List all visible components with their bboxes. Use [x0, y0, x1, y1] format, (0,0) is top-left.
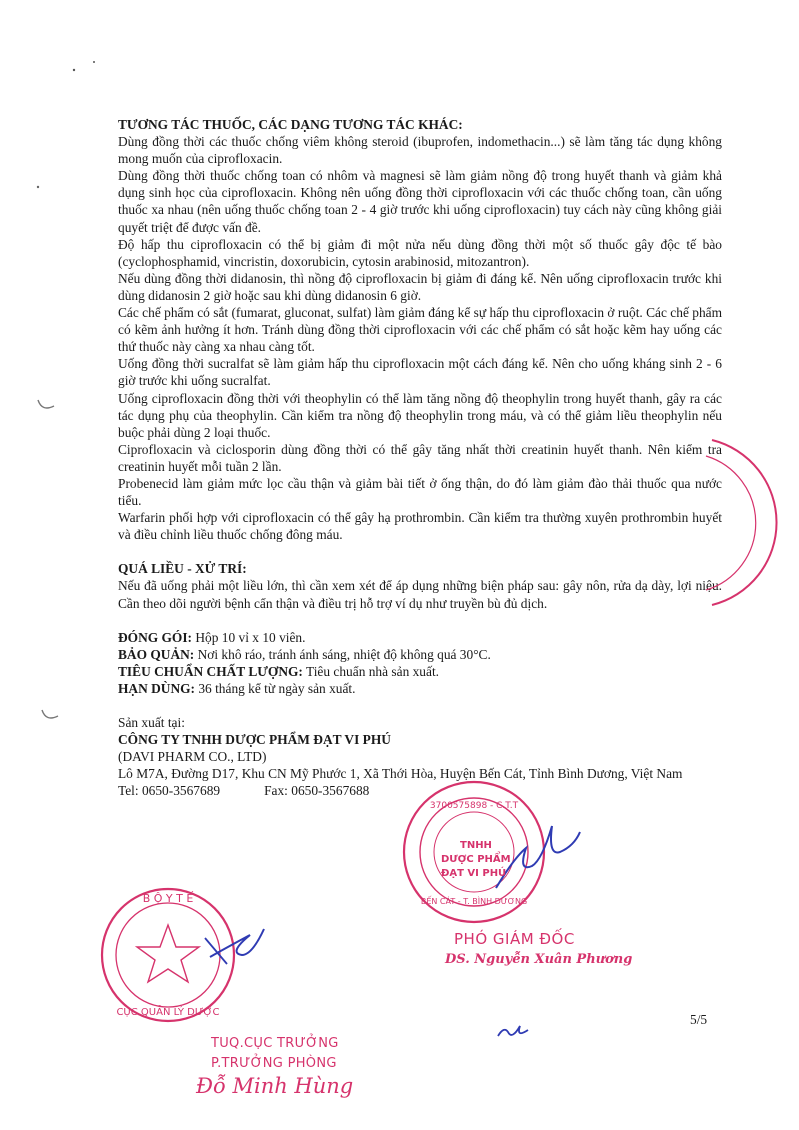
interaction-paragraph: Warfarin phối hợp với ciprofloxacin có thể gây hạ prothrombin. Cần kiểm tra thường xuyên prothrombin huyết và điều chỉnh liều thuốc chống đông máu. — [118, 510, 722, 543]
interaction-paragraph: Ciprofloxacin và ciclosporin dùng đồng thời có thể gây tăng nhất thời creatinin huyết thanh. Nên kiểm tra creatinin huyết mỗi tuần 2 lần. — [118, 441, 722, 474]
overdose-title: QUÁ LIỀU - XỬ TRÍ: — [118, 561, 247, 577]
expiry-value: 36 tháng kể từ ngày sản xuất. — [195, 680, 356, 696]
page-number: 5/5 — [690, 1012, 708, 1027]
interaction-paragraph: Độ hấp thu ciprofloxacin có thể bị giảm đi một nửa nếu dùng đồng thời một số thuốc gây độc tế bào (cyclophosphamid, vincristin, doxorubicin, cytosin arabinosid, mitozantron). — [118, 236, 722, 269]
interaction-paragraph: Dùng đồng thời thuốc chống toan có nhôm và magnesi sẽ làm giảm nồng độ trong huyết thanh và giảm khả dụng sinh học của ciprofloxacin. Không nên uống đồng thời ciprofloxacin với các thuốc chống toan, cần uống thuốc xa nhau (nên uống thuốc chống toan 2 - 4 giờ trước khi uống ciprofloxacin) tuy cách này cũng không giải quyết triệt để được vấn đề. — [118, 168, 722, 235]
scan-speck — [73, 69, 75, 71]
initial-mark — [498, 1026, 528, 1036]
standard-label: TIÊU CHUẨN CHẤT LƯỢNG: — [118, 663, 303, 679]
manufacturer-name-en: (DAVI PHARM CO., LTD) — [118, 749, 267, 765]
expiry-label: HẠN DÙNG: — [118, 680, 195, 696]
director-title: PHÓ GIÁM ĐỐC — [454, 930, 575, 948]
interaction-paragraph: Probenecid làm giảm mức lọc cầu thận và giảm bài tiết ở ống thận, do đó làm giảm đào thải thuốc qua nước tiểu. — [118, 475, 722, 509]
authority-line: P.TRƯỞNG PHÒNG — [211, 1056, 337, 1071]
director-name: DS. Nguyễn Xuân Phương — [445, 952, 633, 967]
edge-stamp — [706, 440, 777, 605]
manufacturer-fax: Fax: 0650-3567688 — [264, 783, 370, 799]
interactions-title: TƯƠNG TÁC THUỐC, CÁC DẠNG TƯƠNG TÁC KHÁC: — [118, 117, 463, 132]
manufacturer-name: CÔNG TY TNHH DƯỢC PHẨM ĐẠT VI PHÚ — [118, 732, 391, 748]
company-stamp-line: TNHH — [460, 840, 492, 851]
scan-mark — [38, 400, 54, 408]
authority-name: Đỗ Minh Hùng — [196, 1074, 354, 1098]
interaction-paragraph: Dùng đồng thời các thuốc chống viêm không steroid (ibuprofen, indomethacin...) sẽ làm tăng tác dụng không mong muốn của ciprofloxacin. — [118, 134, 722, 167]
company-stamp-ring-text: BẾN CÁT - T. BÌNH DƯƠNG — [420, 897, 528, 906]
interaction-paragraph: Các chế phẩm có sắt (fumarat, gluconat, sulfat) làm giảm đáng kể sự hấp thu ciprofloxacin ở ruột. Các chế phẩm có kẽm ảnh hưởng ít hơn. Tránh dùng đồng thời ciprofloxacin với các chế phẩm có sắt hoặc kẽm hay uống các thứ thuốc này càng xa nhau càng tốt. — [118, 305, 722, 355]
official-signature — [205, 938, 227, 964]
ministry-stamp-ring-text: B Ộ Y T Ế — [142, 892, 194, 905]
packaging-value: Hộp 10 vỉ x 10 viên. — [192, 629, 306, 645]
interaction-paragraph: Nếu dùng đồng thời didanosin, thì nồng độ ciprofloxacin bị giảm đi đáng kể. Nên uống ciprofloxacin trước khi dùng didanosin 2 giờ hoặc sau khi dùng didanosin 6 giờ. — [118, 270, 722, 303]
overdose-text: Nếu đã uống phải một liều lớn, thì cần xem xét để áp dụng những biện pháp sau: gây nôn, rửa dạ dày, lợi niệu. Cần theo dõi người bệnh cẩn thận và điều trị hỗ trợ ví dụ như truyền bù đủ dịch. — [118, 578, 722, 611]
interaction-paragraph: Uống ciprofloxacin đồng thời với theophylin có thể làm tăng nồng độ theophylin trong huyết thanh, gây ra các tác dụng phụ của theophylin. Cần kiểm tra nồng độ theophylin trong máu, và có thể giảm liều theophylin nếu buộc phải dùng 2 loại thuốc. — [118, 390, 722, 440]
company-stamp-line: DƯỢC PHẨM — [441, 854, 511, 865]
manufacturer-tel: Tel: 0650-3567689 — [118, 783, 221, 799]
company-stamp-line: ĐẠT VI PHÚ — [441, 868, 507, 879]
scan-speck — [93, 61, 95, 63]
packaging-label: ĐÓNG GÓI: — [118, 629, 193, 645]
storage-label: BẢO QUẢN: — [118, 646, 195, 662]
ministry-stamp-ring-text: CỤC QUẢN LÝ DƯỢC — [116, 1007, 220, 1018]
authority-line: TUQ.CỤC TRƯỞNG — [211, 1036, 339, 1051]
manufacturer-intro: Sản xuất tại: — [118, 715, 185, 730]
standard-value: Tiêu chuẩn nhà sản xuất. — [302, 663, 440, 679]
scan-mark — [42, 710, 58, 718]
scan-speck — [37, 186, 39, 188]
company-stamp-ring-text: 3700575898 - C.T.T — [429, 801, 519, 811]
storage-value: Nơi khô ráo, tránh ánh sáng, nhiệt độ không quá 30°C. — [194, 646, 491, 662]
manufacturer-address: Lô M7A, Đường D17, Khu CN Mỹ Phước 1, Xã Thới Hòa, Huyện Bến Cát, Tỉnh Bình Dương, Việt Nam — [118, 766, 683, 782]
interaction-paragraph: Uống đồng thời sucralfat sẽ làm giảm hấp thu ciprofloxacin một cách đáng kể. Nên cho uống kháng sinh 2 - 6 giờ trước khi uống sucralfat. — [118, 356, 722, 389]
